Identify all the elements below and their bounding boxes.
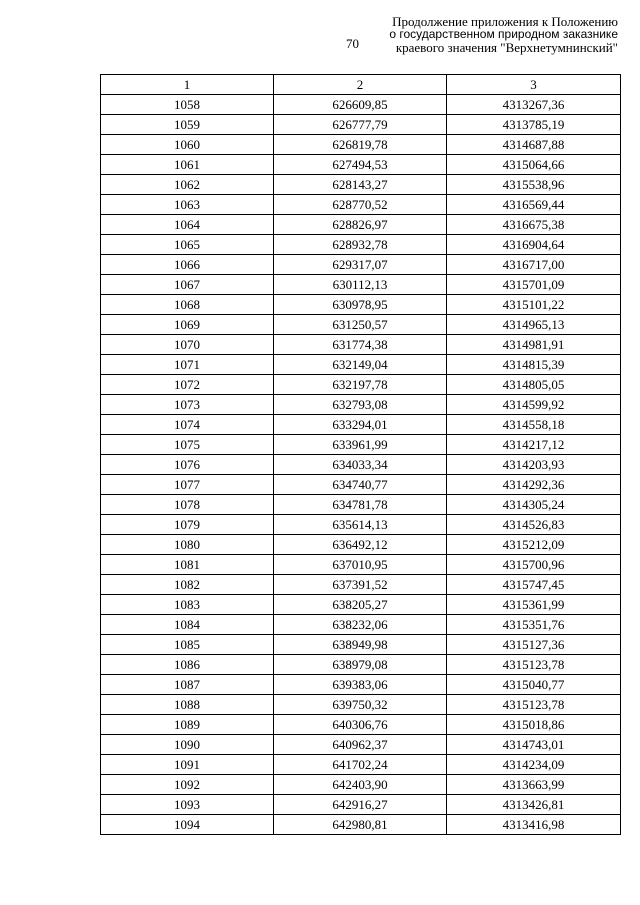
table-row — [101, 555, 621, 575]
y-coordinate-cell: 4315747,45 — [447, 575, 621, 595]
y-coordinate-cell: 4314805,05 — [447, 375, 621, 395]
y-coordinate-cell: 4316569,44 — [447, 195, 621, 215]
point-number-cell: 1092 — [101, 775, 274, 795]
point-number-cell: 1072 — [101, 375, 274, 395]
x-coordinate-cell: 630112,13 — [274, 275, 447, 295]
x-coordinate-cell: 628770,52 — [274, 195, 447, 215]
x-coordinate-cell: 636492,12 — [274, 535, 447, 555]
y-coordinate-cell: 4314743,01 — [447, 735, 621, 755]
x-coordinate-cell: 638232,06 — [274, 615, 447, 635]
table-row — [101, 195, 621, 215]
table-row — [101, 455, 621, 475]
table-row — [101, 775, 621, 795]
y-coordinate-cell: 4313663,99 — [447, 775, 621, 795]
x-coordinate-cell: 626819,78 — [274, 135, 447, 155]
table-row — [101, 135, 621, 155]
y-coordinate-cell: 4314203,93 — [447, 455, 621, 475]
y-coordinate-cell: 4315064,66 — [447, 155, 621, 175]
point-number-cell: 1060 — [101, 135, 274, 155]
point-number-cell: 1090 — [101, 735, 274, 755]
caption-line: о государственном природном заказнике — [389, 27, 618, 41]
table-row — [101, 615, 621, 635]
point-number-cell: 1064 — [101, 215, 274, 235]
y-coordinate-cell: 4315351,76 — [447, 615, 621, 635]
point-number-cell: 1067 — [101, 275, 274, 295]
table-row — [101, 735, 621, 755]
x-coordinate-cell: 634740,77 — [274, 475, 447, 495]
point-number-cell: 1059 — [101, 115, 274, 135]
table-row — [101, 255, 621, 275]
y-coordinate-cell: 4316904,64 — [447, 235, 621, 255]
column-header: 2 — [274, 75, 447, 95]
point-number-cell: 1077 — [101, 475, 274, 495]
table-row — [101, 235, 621, 255]
y-coordinate-cell: 4314965,13 — [447, 315, 621, 335]
x-coordinate-cell: 640306,76 — [274, 715, 447, 735]
point-number-cell: 1075 — [101, 435, 274, 455]
column-header: 3 — [447, 75, 621, 95]
caption-line: краевого значения "Верхнетумнинский" — [395, 40, 618, 55]
point-number-cell: 1084 — [101, 615, 274, 635]
x-coordinate-cell: 632793,08 — [274, 395, 447, 415]
y-coordinate-cell: 4315538,96 — [447, 175, 621, 195]
table-row — [101, 275, 621, 295]
x-coordinate-cell: 639383,06 — [274, 675, 447, 695]
table-row — [101, 635, 621, 655]
x-coordinate-cell: 632197,78 — [274, 375, 447, 395]
y-coordinate-cell: 4314217,12 — [447, 435, 621, 455]
table-row — [101, 375, 621, 395]
point-number-cell: 1089 — [101, 715, 274, 735]
x-coordinate-cell: 634781,78 — [274, 495, 447, 515]
y-coordinate-cell: 4316675,38 — [447, 215, 621, 235]
x-coordinate-cell: 639750,32 — [274, 695, 447, 715]
table-row — [101, 675, 621, 695]
point-number-cell: 1065 — [101, 235, 274, 255]
point-number-cell: 1063 — [101, 195, 274, 215]
point-number-cell: 1085 — [101, 635, 274, 655]
y-coordinate-cell: 4314558,18 — [447, 415, 621, 435]
y-coordinate-cell: 4314599,92 — [447, 395, 621, 415]
table-row — [101, 495, 621, 515]
x-coordinate-cell: 634033,34 — [274, 455, 447, 475]
table-row — [101, 655, 621, 675]
x-coordinate-cell: 640962,37 — [274, 735, 447, 755]
y-coordinate-cell: 4314687,88 — [447, 135, 621, 155]
y-coordinate-cell: 4315123,78 — [447, 695, 621, 715]
y-coordinate-cell: 4315701,09 — [447, 275, 621, 295]
y-coordinate-cell: 4315127,36 — [447, 635, 621, 655]
point-number-cell: 1062 — [101, 175, 274, 195]
point-number-cell: 1074 — [101, 415, 274, 435]
point-number-cell: 1069 — [101, 315, 274, 335]
point-number-cell: 1082 — [101, 575, 274, 595]
y-coordinate-cell: 4314981,91 — [447, 335, 621, 355]
x-coordinate-cell: 632149,04 — [274, 355, 447, 375]
header-caption — [358, 15, 618, 54]
point-number-cell: 1070 — [101, 335, 274, 355]
point-number-cell: 1083 — [101, 595, 274, 615]
y-coordinate-cell: 4314526,83 — [447, 515, 621, 535]
table-row — [101, 295, 621, 315]
x-coordinate-cell: 642980,81 — [274, 815, 447, 835]
x-coordinate-cell: 642403,90 — [274, 775, 447, 795]
x-coordinate-cell: 627494,53 — [274, 155, 447, 175]
page-number: 70 — [346, 36, 359, 51]
x-coordinate-cell: 638205,27 — [274, 595, 447, 615]
x-coordinate-cell: 630978,95 — [274, 295, 447, 315]
x-coordinate-cell: 628143,27 — [274, 175, 447, 195]
y-coordinate-cell: 4313416,98 — [447, 815, 621, 835]
table-row — [101, 575, 621, 595]
x-coordinate-cell: 628932,78 — [274, 235, 447, 255]
point-number-cell: 1081 — [101, 555, 274, 575]
x-coordinate-cell: 633961,99 — [274, 435, 447, 455]
table-row — [101, 355, 621, 375]
x-coordinate-cell: 638949,98 — [274, 635, 447, 655]
table-row — [101, 515, 621, 535]
table-row — [101, 755, 621, 775]
point-number-cell: 1086 — [101, 655, 274, 675]
table-row — [101, 115, 621, 135]
y-coordinate-cell: 4315123,78 — [447, 655, 621, 675]
y-coordinate-cell: 4313267,36 — [447, 95, 621, 115]
point-number-cell: 1087 — [101, 675, 274, 695]
table-row — [101, 335, 621, 355]
table-row — [101, 95, 621, 115]
x-coordinate-cell: 631250,57 — [274, 315, 447, 335]
x-coordinate-cell: 641702,24 — [274, 755, 447, 775]
point-number-cell: 1091 — [101, 755, 274, 775]
x-coordinate-cell: 637391,52 — [274, 575, 447, 595]
table-row — [101, 795, 621, 815]
point-number-cell: 1079 — [101, 515, 274, 535]
table-row — [101, 415, 621, 435]
x-coordinate-cell: 628826,97 — [274, 215, 447, 235]
point-number-cell: 1066 — [101, 255, 274, 275]
y-coordinate-cell: 4315212,09 — [447, 535, 621, 555]
x-coordinate-cell: 629317,07 — [274, 255, 447, 275]
point-number-cell: 1080 — [101, 535, 274, 555]
y-coordinate-cell: 4315101,22 — [447, 295, 621, 315]
y-coordinate-cell: 4315361,99 — [447, 595, 621, 615]
table-body — [101, 95, 621, 835]
table-row — [101, 595, 621, 615]
point-number-cell: 1078 — [101, 495, 274, 515]
table-row — [101, 815, 621, 835]
y-coordinate-cell: 4314305,24 — [447, 495, 621, 515]
caption-line: Продолжение приложения к Положению — [392, 14, 618, 29]
table-row — [101, 435, 621, 455]
table-row — [101, 395, 621, 415]
table-row — [101, 695, 621, 715]
y-coordinate-cell: 4313785,19 — [447, 115, 621, 135]
point-number-cell: 1058 — [101, 95, 274, 115]
table-row — [101, 475, 621, 495]
table-header-row — [101, 75, 621, 95]
coordinates-table — [100, 74, 621, 835]
y-coordinate-cell: 4314292,36 — [447, 475, 621, 495]
point-number-cell: 1061 — [101, 155, 274, 175]
point-number-cell: 1068 — [101, 295, 274, 315]
table-row — [101, 715, 621, 735]
point-number-cell: 1088 — [101, 695, 274, 715]
x-coordinate-cell: 642916,27 — [274, 795, 447, 815]
point-number-cell: 1094 — [101, 815, 274, 835]
table-row — [101, 215, 621, 235]
table-row — [101, 535, 621, 555]
y-coordinate-cell: 4314234,09 — [447, 755, 621, 775]
y-coordinate-cell: 4315040,77 — [447, 675, 621, 695]
x-coordinate-cell: 631774,38 — [274, 335, 447, 355]
y-coordinate-cell: 4313426,81 — [447, 795, 621, 815]
x-coordinate-cell: 637010,95 — [274, 555, 447, 575]
point-number-cell: 1073 — [101, 395, 274, 415]
column-header: 1 — [101, 75, 274, 95]
table-row — [101, 315, 621, 335]
point-number-cell: 1093 — [101, 795, 274, 815]
point-number-cell: 1076 — [101, 455, 274, 475]
x-coordinate-cell: 635614,13 — [274, 515, 447, 535]
x-coordinate-cell: 638979,08 — [274, 655, 447, 675]
table-row — [101, 155, 621, 175]
point-number-cell: 1071 — [101, 355, 274, 375]
y-coordinate-cell: 4315700,96 — [447, 555, 621, 575]
x-coordinate-cell: 633294,01 — [274, 415, 447, 435]
table-row — [101, 175, 621, 195]
y-coordinate-cell: 4314815,39 — [447, 355, 621, 375]
x-coordinate-cell: 626609,85 — [274, 95, 447, 115]
y-coordinate-cell: 4315018,86 — [447, 715, 621, 735]
x-coordinate-cell: 626777,79 — [274, 115, 447, 135]
y-coordinate-cell: 4316717,00 — [447, 255, 621, 275]
